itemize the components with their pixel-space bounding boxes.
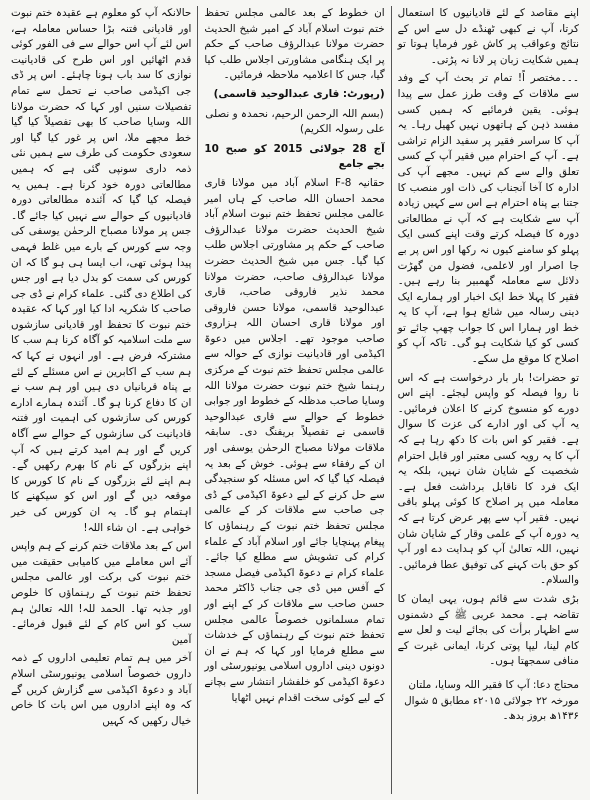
paragraph: ان خطوط کے بعد عالمی مجلس تحفظ ختم نبوت اسلام آباد کے امیر شیخ الحدیث حضرت مولانا عبدالرؤف صاحب کے حکم پر ایک ہنگامی مشاورتی اجلاس طلب کیا گیا، جس کا اعلامیہ ملاحظہ فرمائیں۔ bbox=[204, 7, 385, 82]
signoff-date: مورخہ ۲۲ جولائی ۲۰۱۵ء مطابق ۵ شوال bbox=[404, 694, 579, 707]
date-line: آج 28 جولائی 2015 کو صبح 10 بجے جامع bbox=[204, 142, 385, 171]
column-right bbox=[392, 6, 585, 794]
paragraph: اس کے بعد ملاقات ختم کرنے کے ہم واپس آئے اس معاملے میں کامیابی حقیقت میں ختم نبوت کی برکت اور عالمی مجلس تحفظ ختم نبوت کے رہنماؤں کا خلوص اور جذبہ تھا۔ الحمد للہ! اللہ تعالیٰ ہم سب کو اس کام کے لئے قبول فرمائے۔ آمین bbox=[11, 540, 192, 646]
paragraph: حالانکہ آپ کو معلوم ہے عقیدہ ختم نبوت اور قادیانی فتنہ بڑا حساس معاملہ ہے، اس لئے آپ اس حوالے سے فی الفور کوئی قدم اٹھائیں اور اس طرح کی قادیانیت نوازی کا سد باب ہونا چاہئے۔ اس پر ڈی جی اکیڈمی صاحب نے تحمل سے تمام تفصیلات سنیں اور کہا کہ حضرت مولانا اللہ وسایا صاحب کا بھی تفصیلاً کیا گیا خط مجھے ملا، اس پر غور کیا گیا اور سعودی حکومت کی طرف سے ہمیں نئی ذمہ داری سونپی گئی ہے کہ ہمیں مطالعاتی دورہ خود کرنا ہے۔ ہمیں یہ فیصلہ کیا گیا کہ آئندہ مطالعاتی دورہ قادیانیوں کے حوالے سے نہیں کیا جائے گا۔ جس پر مولانا مصباح الرحمٰن یوسفی کی وجہ سے کورس کے بارے میں غلط فہمی پیدا ہوئی تھی، اب ایسا ہی ہو گا کہ ان کورس کی سمت کو بدل دیا ہے اور جس کی اطلاع دی گئی۔ علماء کرام نے ڈی جی صاحب کا شکریہ ادا کیا اور کہا کہ عقیدہ ختم نبوت کا تحفظ اور قادیانی سازشوں سے ملت اسلامیہ کو آگاہ کرنا ہم سب کا مشترکہ فرض ہے۔ اور انہوں نے کہا کہ ہم سب کے اکابرین نے اس مسئلے کے لئے بے پناہ قربانیاں دی ہیں اور ہم سب نے ان کا دفاع کرنا ہو گا۔ آئندہ ہمارے ادارے کورس کی سازشوں کی اہمیت اور فتنہ قادیانیت کی سازشوں کے حوالے سے آگاہ کریں گے اور ہم امید کرتے ہیں کہ آپ اپنے بزرگوں کے نام کا بھرم رکھیں گے۔ ہم اپنے لئے بزرگوں کے نام کا کورس کا موقعہ دیں گے اور اس کو سیکھنے کا اہتمام ہو گا۔ یہ ان کورس کی خیر خواہی ہے۔ ان شاء اللہ! bbox=[11, 7, 192, 534]
byline-text: (رپورٹ: قاری عبدالوحید قاسمی) bbox=[213, 87, 385, 100]
bismillah-line bbox=[204, 107, 384, 138]
signoff-hijri-date: ۱۴۳۶ھ بروز بدھ۔ bbox=[502, 710, 579, 723]
report-byline bbox=[204, 87, 384, 103]
bismillah-text: (بسم اللہ الرحمن الرحیم، نحمدہ و نصلی علی رسولہ الکریم) bbox=[205, 107, 385, 136]
paragraph: آخر میں ہم تمام تعلیمی اداروں کے ذمہ داروں خصوصاً اسلامی یونیورسٹی اسلام آباد و دعوۃ اکیڈمی سے گزارش کریں گے کہ وہ اپنے اداروں میں اس بات کا خاص خیال رکھیں کہ کہیں bbox=[11, 652, 192, 727]
signoff-name: محتاج دعا: آپ کا فقیر اللہ وسایا، ملتان bbox=[408, 678, 579, 691]
paragraph: بڑی شدت سے قائم ہوں، یہی ایمان کا تقاضہ ہے۔ محمد عربی ﷺ کے دشمنوں سے اظہار برأت کی بجائے لیت و لعل سے کام لینا، لیپا پوتی کرنا، ایمانی غیرت کے منافی سمجھتا ہوں۔ bbox=[397, 592, 579, 668]
column-middle bbox=[198, 6, 391, 794]
column-left bbox=[5, 6, 198, 794]
paragraph: اپنے مقاصد کے لئے قادیانیوں کا استعمال کرتا، آپ نے کبھی ٹھنڈے دل سے اس کے نتائج وعواقب پر کاش غور فرمایا ہوتا تو ہمیں شکایت زبان پر لانا نہ پڑتی۔ bbox=[397, 7, 579, 66]
paragraph: حقانیہ F-8 اسلام آباد میں مولانا قاری محمد احسان اللہ صاحب کے ہاں امیر عالمی مجلس تحفظ ختم نبوت اسلام آباد شیخ الحدیث حضرت مولانا عبدالرؤف صاحب کے حکم پر مشاورتی اجلاس طلب کیا گیا۔ جس میں شیخ الحدیث حضرت مولانا عبدالرؤف صاحب، حضرت مولانا محمد نذیر فاروقی صاحب، قاری عبدالوحید قاسمی، مولانا حسن فاروقی اور مولانا قاری احسان اللہ ہزاروی صاحب موجود تھے۔ اجلاس میں دعوۃ اکیڈمی اور قادیانیت نوازی کے حوالہ سے عالمی مجلس تحفظ ختم نبوت کے مرکزی رہنما شیخ ختم نبوت حضرت مولانا اللہ وسایا صاحب مدظلہ کے خطوط اور جوابی خطوط کے حوالے سے قاری عبدالوحید قاسمی نے تفصیلاً بریفنگ دی۔ سابقہ ملاقات مولانا مصباح الرحمٰن یوسفی اور ان کے رفقاء سے ہوئی۔ خوش کے بعد یہ فیصلہ کیا گیا کہ اس مسئلہ کو سنجیدگی سے حل کرنے کے لیے دعوۃ اکیڈمی کے ڈی جی صاحب سے ملاقات کر کے عالمی مجلس تحفظ ختم نبوت کے رہنماؤں کا پیغام پہنچایا جائے اور اسلام آباد کے علماء کرام کی تشویش سے مطلع کیا جائے۔ علماء کرام نے دعوۃ اکیڈمی فیصل مسجد کے آفس میں ڈی جی جناب ڈاکٹر محمد حسن صاحب سے ملاقات کر کے اپنے اور تمام مسلمانوں خصوصاً عالمی مجلس تحفظ ختم نبوت کے رہنماؤں کے خدشات سے مطلع فرمایا اور کہا کہ ہم نے ان دونوں دینی اداروں اسلامی یونیورسٹی اور دعوۃ اکیڈمی کو خلفشار انتشار سے بچانے کے لیے کوئی سخت اقدام نہیں اٹھایا bbox=[204, 176, 385, 704]
letter-signoff bbox=[398, 678, 579, 725]
paragraph: ۔۔۔مختصر اً! تمام تر بحث آپ کے وفد سے ملاقات کے وقت طرز عمل سے پیدا ہوئی۔ یقین فرمائیے کہ ہمیں کسی مفسد ذہن کے ہاتھوں نہیں کھیل رہا۔ یہ آپ کا سراسر فقیر پر سفید الزام تراشی ہے۔ آپ کے احترام میں فقیر آپ کے کسی تعلق والے سے کم نہیں۔ مجھے آپ کی ادارہ کا آخا آنجناب کی ذات اور منصب کا جتنا بے پناہ احترام ہے اس سے کہیں زیادہ آپ سے شکایت ہے کہ آپ نے مطالعاتی دورہ کا فیصلہ کرتے وقت اپنے کسی ایک پہلو کو سامنے کیوں نہ رکھا اور اس پر بے جا اصرار اور لاعلمی، فضول من گھڑت دلائل سے معاملہ گھمبیر بنا رہے ہیں۔ فقیر کا پہلا خط ایک اخبار اور ہمارے ایک دینی رسالہ میں شائع ہوا ہے، آپ کا یہ خط اور ہمارا اس کا جواب چھپ جائے تو کسی کو کیا شکایت ہو گی۔ تاکہ آپ کو اصلاح کا موقع مل سکے۔ bbox=[397, 72, 579, 366]
paragraph: تو حضرات! بار بار درخواست ہے کہ اس نا روا فیصلہ کو واپس لیجئے۔ اپنے اس دورے کو منسوخ کرنے کا اعلان فرمائیں۔ یہ آپ کی اور ادارے کی عزت کا سوال ہے۔ فقیر کو اس بات کا دکھ رہا ہے کہ آپ کا یہ رویہ کسی معتبر اور قابل احترام شخصیت کے شایان شان نہیں، بلکہ یہ ایک فرد کا ناقابل برداشت فعل ہے۔ معاملہ میں پر اصلاح کا کوئی پہلو باقی نہیں۔ فقیر آپ سے پھر عرض کرتا ہے کہ یہ دورہ آپ کے علمی وقار کے شایان شان نہیں، اللہ تعالیٰ آپ کو ہدایت دے اور آپ کو حق بات کہنے کی توفیق عطا فرمائیں۔ والسلام۔ bbox=[397, 371, 579, 587]
article-columns bbox=[5, 6, 585, 794]
